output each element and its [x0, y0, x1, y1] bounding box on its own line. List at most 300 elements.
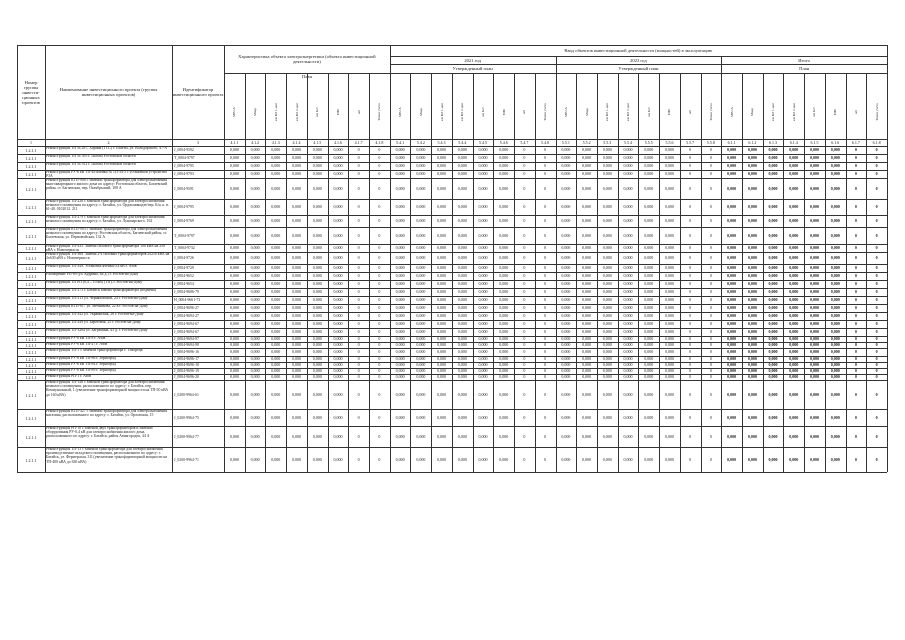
- row-value-cell: 0,000: [644, 357, 654, 361]
- row-value-cell: 0: [523, 205, 526, 209]
- row-value-cell: 0,000: [499, 148, 509, 152]
- row-value-cell: 0,000: [768, 392, 778, 397]
- row-group-number: 1.2.1.1: [25, 363, 37, 368]
- row-value-cell: 0,000: [478, 298, 488, 302]
- row-value-cell: 0,000: [644, 298, 654, 302]
- row-value-cell: 0,000: [664, 330, 674, 334]
- row-value-cell: 0,000: [561, 233, 571, 238]
- row-value-cell: 0: [357, 350, 360, 354]
- row-group-number: 1.2.1.1: [25, 290, 37, 295]
- row-value-cell: 0,000: [395, 282, 405, 286]
- row-value-cell: 0,000: [789, 343, 799, 347]
- row-value-cell: 0,000: [809, 415, 819, 420]
- row-value-cell: 0,000: [271, 156, 281, 160]
- row-value-cell: 0: [523, 306, 526, 310]
- row-value-cell: 0: [854, 246, 857, 250]
- row-value-cell: 0,000: [271, 306, 281, 310]
- row-value-cell: 0: [709, 343, 712, 347]
- row-value-cell: 0,000: [623, 172, 633, 176]
- row-value-cell: 0,000: [830, 322, 840, 326]
- row-value-cell: 0,000: [789, 322, 799, 326]
- header-project-id: Идентификатор инвестиционного проекта: [172, 87, 224, 97]
- row-value-cell: 0,000: [809, 256, 819, 260]
- row-value-cell: 0,000: [478, 282, 488, 286]
- row-value-cell: 0,000: [644, 392, 654, 397]
- row-group-number: 1.2.1.1: [25, 457, 37, 463]
- row-value-cell: 0,000: [768, 266, 778, 270]
- row-project-id: J_0004-9729: [174, 266, 194, 270]
- row-project-id: J_0004-9769: [174, 219, 194, 223]
- row-value-cell: 0,000: [229, 375, 239, 379]
- row-value-cell: 0: [544, 282, 547, 286]
- row-value-cell: 0,000: [292, 186, 302, 191]
- row-value-cell: 0,000: [437, 357, 447, 361]
- row-value-cell: 0,000: [830, 330, 840, 334]
- row-value-cell: 0,000: [229, 290, 239, 294]
- row-value-cell: 0,000: [395, 357, 405, 361]
- row-value-cell: 0,000: [292, 434, 302, 439]
- subheader-label: шт: [522, 109, 527, 115]
- row-value-cell: 0,000: [789, 156, 799, 160]
- row-value-cell: 0,000: [250, 298, 260, 302]
- row-value-cell: 0: [357, 186, 360, 191]
- row-project-name: Реконструкция ТП-146 с заменой трансформатора для электроснабжения нежилого помещения, расположенного по адресу: г. Батайск, пер. Коммунальный, 1 (увеличение трансформаторной мощности на ТП-50 кВА до 160 кВА): [46, 380, 169, 397]
- row-value-cell: 0,000: [789, 298, 799, 302]
- row-value-cell: 0,000: [333, 274, 343, 278]
- row-value-cell: 0,000: [292, 375, 302, 379]
- row-value-cell: 0,000: [271, 290, 281, 294]
- row-value-cell: 0,000: [333, 330, 343, 334]
- row-project-name: Реконструкция РП-1 г. Азов: [46, 374, 91, 378]
- row-value-cell: 0,000: [457, 434, 467, 439]
- subheader-label: МВт: [335, 108, 340, 116]
- row-value-cell: 0: [709, 172, 712, 176]
- row-value-cell: 0,000: [602, 156, 612, 160]
- header-total: Итого: [798, 57, 810, 63]
- row-value-cell: 0,000: [582, 314, 592, 318]
- row-value-cell: 0,000: [437, 256, 447, 260]
- row-value-cell: 0,000: [809, 369, 819, 373]
- row-value-cell: 0,000: [809, 457, 819, 462]
- row-value-cell: 0: [689, 330, 692, 334]
- row-value-cell: 0,000: [623, 298, 633, 302]
- row-value-cell: 0,000: [830, 246, 840, 250]
- row-value-cell: 0,000: [602, 282, 612, 286]
- row-value-cell: 0,000: [437, 164, 447, 168]
- row-value-cell: 0,000: [499, 266, 509, 270]
- row-value-cell: 0: [854, 256, 857, 260]
- row-value-cell: 0,000: [602, 233, 612, 238]
- row-value-cell: 0,000: [312, 246, 322, 250]
- row-value-cell: 0,000: [768, 164, 778, 168]
- row-value-cell: 0,000: [333, 415, 343, 420]
- row-value-cell: 0,000: [623, 186, 633, 191]
- row-value-cell: 0,000: [582, 164, 592, 168]
- row-value-cell: 0,000: [250, 306, 260, 310]
- row-project-name: Реконструкция РУ-6 кВ ТП-27 г. Азов: [46, 342, 108, 346]
- row-value-cell: 0,000: [395, 314, 405, 318]
- row-value-cell: 0,000: [602, 392, 612, 397]
- row-value-cell: 0,000: [582, 369, 592, 373]
- row-value-cell: 0,000: [664, 306, 674, 310]
- row-value-cell: 0,000: [478, 434, 488, 439]
- row-value-cell: 0: [544, 375, 547, 379]
- row-value-cell: 0,000: [644, 363, 654, 367]
- row-value-cell: 0: [854, 148, 857, 152]
- row-value-cell: 0,000: [292, 246, 302, 250]
- row-value-cell: 0,000: [727, 274, 737, 278]
- row-value-cell: 0,000: [623, 330, 633, 334]
- row-group-number: 1.2.1.1: [25, 246, 37, 251]
- row-value-cell: 0,000: [499, 375, 509, 379]
- row-value-cell: 0: [875, 434, 878, 439]
- row-value-cell: 0,000: [478, 233, 488, 238]
- row-value-cell: 0,000: [664, 350, 674, 354]
- row-value-cell: 0,000: [727, 314, 737, 318]
- row-value-cell: 0,000: [333, 219, 343, 223]
- row-value-cell: 0: [378, 205, 381, 209]
- row-project-id: J_0004-9654: [174, 282, 194, 286]
- subheader-label: км ВЛ 1-цеп: [439, 103, 444, 121]
- row-value-cell: 0,000: [499, 357, 509, 361]
- row-value-cell: 0,000: [437, 434, 447, 439]
- row-value-cell: 0,000: [437, 392, 447, 397]
- row-value-cell: 0,000: [561, 186, 571, 191]
- row-project-name: Реконструкция ТП-273 г. Батайск замена трансформатора (подмена): [46, 288, 157, 292]
- header-group-number: Номер группы инвести-ционных проектов: [22, 79, 40, 105]
- row-value-cell: 0,000: [789, 233, 799, 238]
- row-value-cell: 0: [689, 233, 692, 238]
- row-value-cell: 0,000: [644, 256, 654, 260]
- row-value-cell: 0: [709, 246, 712, 250]
- subheader-label: МВт: [833, 108, 838, 116]
- row-project-id: J_0004-9694-27: [174, 314, 199, 318]
- row-value-cell: 0: [523, 256, 526, 260]
- row-value-cell: 0: [854, 322, 857, 326]
- row-value-cell: 0,000: [644, 314, 654, 318]
- column-number: 3: [197, 139, 199, 145]
- row-value-cell: 0: [875, 233, 878, 238]
- header-plan-total: План: [799, 66, 810, 71]
- row-value-cell: 0: [357, 457, 360, 462]
- row-value-cell: 0: [544, 205, 547, 209]
- column-number: 2: [107, 139, 110, 145]
- row-value-cell: 0: [378, 256, 381, 260]
- row-value-cell: 0: [523, 363, 526, 367]
- row-value-cell: 0,000: [747, 186, 757, 191]
- row-project-name: Реконструкция ТП РП (0,4 – 10 кВ) (ТП), г. Ростов-на-Дону: [46, 280, 143, 284]
- row-value-cell: 0,000: [416, 350, 426, 354]
- row-value-cell: 0: [709, 219, 712, 223]
- row-project-id: Т_0004-9797: [174, 233, 195, 238]
- row-value-cell: 0: [357, 164, 360, 168]
- row-value-cell: 0,000: [768, 337, 778, 341]
- row-value-cell: 0,000: [395, 156, 405, 160]
- row-value-cell: 0: [378, 322, 381, 326]
- row-value-cell: 0,000: [809, 172, 819, 176]
- row-value-cell: 0,000: [457, 164, 467, 168]
- row-value-cell: 0,000: [789, 337, 799, 341]
- row-value-cell: 0,000: [312, 219, 322, 223]
- row-value-cell: 0,000: [644, 343, 654, 347]
- row-value-cell: 0: [378, 186, 381, 191]
- row-group-number: 1.2.1.1: [25, 322, 37, 327]
- row-value-cell: 0,000: [250, 330, 260, 334]
- row-value-cell: 0,000: [292, 357, 302, 361]
- row-value-cell: 0,000: [478, 343, 488, 347]
- row-value-cell: 0,000: [809, 363, 819, 367]
- row-value-cell: 0,000: [457, 457, 467, 462]
- row-value-cell: 0,000: [664, 415, 674, 420]
- row-value-cell: 0,000: [250, 172, 260, 176]
- row-value-cell: 0,000: [809, 314, 819, 318]
- row-value-cell: 0,000: [747, 457, 757, 462]
- header-year-2023: 2023 год: [630, 57, 647, 63]
- column-number: 5.4.3: [437, 139, 446, 145]
- row-value-cell: 0,000: [416, 322, 426, 326]
- row-value-cell: 0,000: [292, 337, 302, 341]
- row-value-cell: 0,000: [250, 164, 260, 168]
- row-value-cell: 0,000: [644, 369, 654, 373]
- row-value-cell: 0: [689, 274, 692, 278]
- row-value-cell: 0,000: [292, 322, 302, 326]
- row-value-cell: 0,000: [561, 415, 571, 420]
- row-value-cell: 0: [378, 415, 381, 420]
- row-value-cell: 0,000: [312, 415, 322, 420]
- row-value-cell: 0,000: [312, 156, 322, 160]
- row-value-cell: 0,000: [499, 246, 509, 250]
- row-value-cell: 0,000: [457, 322, 467, 326]
- row-value-cell: 0,000: [644, 337, 654, 341]
- row-value-cell: 0,000: [333, 363, 343, 367]
- row-value-cell: 0: [854, 186, 857, 191]
- subheader-label: Точки учета: [543, 103, 548, 121]
- row-value-cell: 0,000: [437, 290, 447, 294]
- row-value-cell: 0: [378, 219, 381, 223]
- row-value-cell: 0,000: [727, 322, 737, 326]
- row-value-cell: 0,000: [623, 219, 633, 223]
- row-value-cell: 0,000: [271, 337, 281, 341]
- row-value-cell: 0: [544, 274, 547, 278]
- column-number: 5.5.4: [624, 139, 633, 145]
- row-value-cell: 0,000: [602, 415, 612, 420]
- row-group-number: 1.2.1.1: [25, 164, 37, 169]
- row-value-cell: 0,000: [830, 219, 840, 223]
- row-value-cell: 0: [709, 322, 712, 326]
- row-group-number: 1.2.1.1: [25, 219, 37, 224]
- subheader-label: МВт: [501, 108, 506, 116]
- row-value-cell: 0,000: [499, 306, 509, 310]
- row-value-cell: 0,000: [768, 282, 778, 286]
- row-value-cell: 0,000: [416, 369, 426, 373]
- row-value-cell: 0,000: [229, 219, 239, 223]
- row-value-cell: 0,000: [478, 350, 488, 354]
- row-value-cell: 0,000: [664, 322, 674, 326]
- row-value-cell: 0: [689, 357, 692, 361]
- row-value-cell: 0,000: [644, 274, 654, 278]
- row-value-cell: 0,000: [809, 343, 819, 347]
- row-value-cell: 0,000: [561, 282, 571, 286]
- row-value-cell: 0,000: [830, 186, 840, 191]
- row-value-cell: 0,000: [292, 148, 302, 152]
- row-value-cell: 0,000: [664, 172, 674, 176]
- row-value-cell: 0,000: [271, 266, 281, 270]
- row-value-cell: 0,000: [457, 337, 467, 341]
- row-value-cell: 0,000: [602, 343, 612, 347]
- row-value-cell: 0,000: [312, 369, 322, 373]
- column-number: 4.1.3: [271, 139, 280, 145]
- row-value-cell: 0: [523, 314, 526, 318]
- row-value-cell: 0,000: [416, 434, 426, 439]
- row-project-name: Реконструкция КТП-903 с заменой трансформатора для электроснабжения нежилого помещения по адресу: Ростовская область, Багаевский район, ст. Багаевская, ул. Первомайская, 132 А: [46, 227, 168, 240]
- row-value-cell: 0,000: [768, 186, 778, 191]
- row-value-cell: 0,000: [312, 282, 322, 286]
- row-value-cell: 0,000: [457, 369, 467, 373]
- row-value-cell: 0,000: [727, 343, 737, 347]
- row-value-cell: 0,000: [312, 343, 322, 347]
- row-value-cell: 0,000: [271, 330, 281, 334]
- row-value-cell: 0: [523, 298, 526, 302]
- row-value-cell: 0,000: [250, 322, 260, 326]
- row-value-cell: 0,000: [333, 457, 343, 462]
- row-value-cell: 0,000: [229, 282, 239, 286]
- row-value-cell: 0,000: [478, 392, 488, 397]
- row-value-cell: 0,000: [457, 233, 467, 238]
- row-value-cell: 0,000: [333, 266, 343, 270]
- row-value-cell: 0: [875, 156, 878, 160]
- row-value-cell: 0,000: [623, 369, 633, 373]
- row-value-cell: 0,000: [582, 434, 592, 439]
- row-value-cell: 0,000: [457, 375, 467, 379]
- row-value-cell: 0,000: [416, 256, 426, 260]
- row-value-cell: 0,000: [561, 274, 571, 278]
- row-value-cell: 0,000: [333, 256, 343, 260]
- row-value-cell: 0,000: [789, 369, 799, 373]
- row-value-cell: 0,000: [312, 233, 322, 238]
- row-project-name: Реконструкция РУ-6 кВ ТП-84 г. Зерноград: [46, 362, 116, 366]
- row-value-cell: 0,000: [727, 434, 737, 439]
- row-value-cell: 0,000: [727, 282, 737, 286]
- row-value-cell: 0,000: [250, 219, 260, 223]
- row-value-cell: 0,000: [830, 457, 840, 462]
- row-value-cell: 0,000: [809, 186, 819, 191]
- row-value-cell: 0,000: [416, 205, 426, 209]
- row-value-cell: 0,000: [312, 314, 322, 318]
- row-value-cell: 0,000: [250, 434, 260, 439]
- subheader-label: Точки учета: [708, 103, 713, 121]
- row-value-cell: 0: [854, 357, 857, 361]
- row-value-cell: 0: [689, 246, 692, 250]
- row-project-id: J_0004-9795: [174, 164, 194, 168]
- row-value-cell: 0: [523, 290, 526, 294]
- column-number: 1: [30, 139, 32, 145]
- row-project-id: J_0004-9696-19: [174, 369, 199, 373]
- row-value-cell: 0: [689, 350, 692, 354]
- row-value-cell: 0,000: [250, 290, 260, 294]
- row-value-cell: 0,000: [478, 369, 488, 373]
- row-value-cell: 0: [523, 343, 526, 347]
- column-number: 4.1.1: [230, 139, 239, 145]
- row-value-cell: 0: [544, 172, 547, 176]
- row-value-cell: 0,000: [333, 392, 343, 397]
- row-value-cell: 0,000: [395, 457, 405, 462]
- row-value-cell: 0,000: [561, 369, 571, 373]
- row-value-cell: 0: [378, 156, 381, 160]
- row-value-cell: 0,000: [644, 290, 654, 294]
- row-value-cell: 0: [378, 330, 381, 334]
- row-value-cell: 0: [875, 350, 878, 354]
- row-value-cell: 0,000: [644, 246, 654, 250]
- row-value-cell: 0,000: [229, 322, 239, 326]
- row-value-cell: 0,000: [747, 322, 757, 326]
- row-value-cell: 0,000: [312, 148, 322, 152]
- row-value-cell: 0,000: [395, 306, 405, 310]
- row-value-cell: 0,000: [789, 164, 799, 168]
- row-project-name: Реконструкция ТП-213 ул. Черняховской, 24 г. Ростов-на-Дону: [46, 296, 148, 300]
- row-value-cell: 0: [854, 164, 857, 168]
- row-value-cell: 0,000: [809, 375, 819, 379]
- row-value-cell: 0: [523, 148, 526, 152]
- row-value-cell: 0,000: [582, 306, 592, 310]
- row-value-cell: 0: [854, 266, 857, 270]
- row-value-cell: 0: [875, 363, 878, 367]
- row-value-cell: 0,000: [582, 337, 592, 341]
- row-value-cell: 0,000: [229, 337, 239, 341]
- row-value-cell: 0,000: [250, 274, 260, 278]
- row-value-cell: 0,000: [333, 233, 343, 238]
- row-value-cell: 0,000: [499, 298, 509, 302]
- row-value-cell: 0: [689, 415, 692, 420]
- row-value-cell: 0,000: [395, 343, 405, 347]
- row-value-cell: 0,000: [229, 350, 239, 354]
- column-number: 4.1.4: [292, 139, 301, 145]
- row-value-cell: 0: [523, 392, 526, 397]
- row-value-cell: 0: [709, 164, 712, 168]
- row-value-cell: 0,000: [229, 233, 239, 238]
- row-value-cell: 0,000: [727, 219, 737, 223]
- row-value-cell: 0,000: [727, 233, 737, 238]
- row-value-cell: 0: [709, 186, 712, 191]
- row-value-cell: 0,000: [602, 434, 612, 439]
- row-value-cell: 0,000: [416, 172, 426, 176]
- row-value-cell: 0: [709, 330, 712, 334]
- row-value-cell: 0,000: [768, 415, 778, 420]
- row-value-cell: 0: [523, 233, 526, 238]
- row-value-cell: 0: [689, 156, 692, 160]
- row-value-cell: 0,000: [499, 314, 509, 318]
- row-value-cell: 0,000: [809, 298, 819, 302]
- row-value-cell: 0,000: [623, 457, 633, 462]
- column-number: 5.5.8: [706, 139, 715, 145]
- row-project-id: Т_0004-9732: [174, 246, 195, 250]
- row-value-cell: 0: [709, 290, 712, 294]
- row-value-cell: 0: [357, 298, 360, 302]
- row-value-cell: 0: [854, 314, 857, 318]
- row-group-number: 1.2.1.1: [25, 186, 37, 192]
- row-value-cell: 0,000: [312, 306, 322, 310]
- row-value-cell: 0,000: [395, 363, 405, 367]
- row-value-cell: 0,000: [478, 186, 488, 191]
- row-value-cell: 0: [854, 172, 857, 176]
- row-value-cell: 0: [357, 306, 360, 310]
- row-group-number: 1.2.1.1: [25, 369, 37, 374]
- row-value-cell: 0: [875, 415, 878, 420]
- row-value-cell: 0,000: [271, 375, 281, 379]
- row-value-cell: 0,000: [582, 186, 592, 191]
- row-group-number: 1.2.1.1: [25, 148, 37, 153]
- row-value-cell: 0,000: [312, 256, 322, 260]
- row-value-cell: 0,000: [789, 290, 799, 294]
